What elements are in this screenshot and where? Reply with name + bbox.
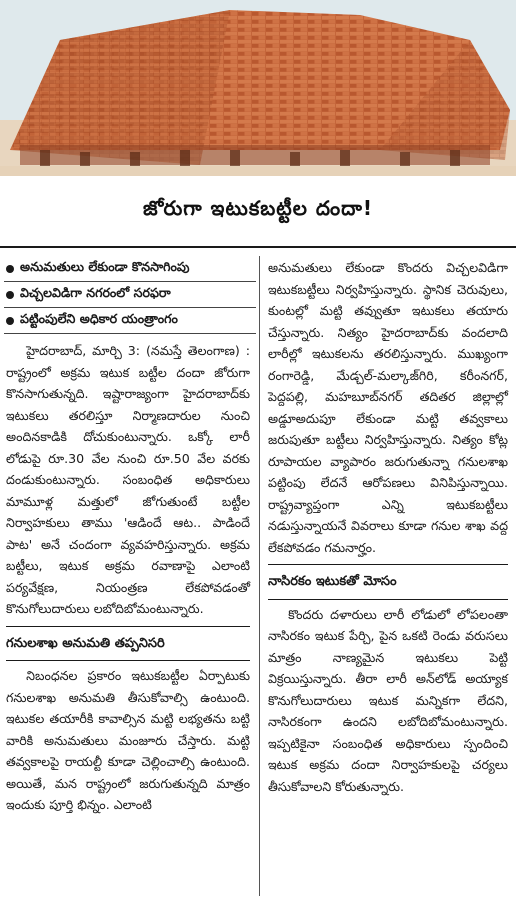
- bullet-dot-icon: [6, 265, 14, 273]
- bullet-dot-icon: [6, 317, 14, 325]
- body-paragraph: నిబంధనల ప్రకారం ఇటుకబట్టీల ఏర్పాటుకు గనులశాఖ అనుమతి తీసుకోవాల్సి ఉంటుంది. ఇటుకల తయారీకి కావాల్సిన మట్టి లభ్యతను బట్టి వారికి అనుమతులు మంజూరు చేస్తారు. మట్టి తవ్వకాలపై రాయల్టీ కూడా చెల్లించాల్సి ఉంటుంది. అయితే, మన రాష్ట్రంలో జరుగుతున్నది మాత్రం ఇందుకు పూర్తి భిన్నం. ఎలాంటి: [6, 668, 250, 812]
- left-column: [6, 340, 250, 816]
- bullet-text: విచ్చలవిడిగా నగరంలో సరఫరా: [20, 285, 171, 300]
- intro-paragraph: హైదరాబాద్, మార్చి 3: (నమస్తే తెలంగాణ) : రాష్ట్రంలో అక్రమ ఇటుక బట్టీల దందా జోరుగా కొనసాగుతున్నది. ఇష్టారాజ్యంగా హైదరాబాద్‌కు ఇటుకలు తరలిస్తూ నిర్మాణదారుల నుంచి అందినకాడికి దోచుకుంటున్నారు. ఒక్కో లారీ లోడుపై రూ.30 వేల నుంచి రూ.50 వేల వరకు దండుకుంటున్నారు. సంబంధిత అధికారులు మామూళ్ల మత్తులో జోగుతుంటే బట్టీల నిర్వాహకులు తాము 'ఆడిందే ఆట.. పాడిందే పాట' అనే చందంగా వ్యవహరిస్తున్నారు. అక్రమ బట్టీలు, ఇటుక అక్రమ రవాణాపై ఎలాంటి పర్యవేక్షణ, నియంత్రణ లేకపోవడంతో కొనుగోలుదారులు లబోదిబోమంటున్నారు.: [6, 343, 250, 616]
- column-divider: [259, 256, 260, 896]
- headline: జోరుగా ఇటుకబట్టీల దందా!: [142, 196, 374, 220]
- brick-kiln-photo: [0, 0, 516, 176]
- subheading: గనులశాఖ అనుమతి తప్పనిసరి: [6, 626, 250, 662]
- bullet-text: అనుమతులు లేకుండా కొనసాగింపు: [20, 259, 190, 274]
- body-paragraph: అనుమతులు లేకుండా కొందరు విచ్చలవిడిగా ఇటుకబట్టీలు నిర్వహిస్తున్నారు. స్థానిక చెరువులు, కుంటల్లో మట్టి తవ్వుతూ ఇటుకలు తయారు చేస్తున్నారు. నిత్యం హైదరాబాద్‌కు వందలాది లారీల్లో ఇటుకలను తరలిస్తున్నారు. ముఖ్యంగా రంగారెడ్డి, మేడ్చల్-మల్కాజ్‌గిరి, కరీంనగర్, పెద్దపల్లి, మహబూబ్‌నగర్ తదితర జిల్లాల్లో అడ్డూఅదుపూ లేకుండా మట్టి తవ్వకాలు జరుపుతూ బట్టీలు నిర్వహిస్తున్నారు. నిత్యం కోట్ల రూపాయల వ్యాపారం జరుగుతున్నా గనులశాఖ పట్టింపు లేదనే ఆరోపణలు వినిపిస్తున్నాయి. రాష్ట్రవ్యాప్తంగా ఎన్ని ఇటుకబట్టీలు నడుస్తున్నాయనే వివరాలు కూడా గనుల శాఖ వద్ద లేకపోవడం గమనార్హం.: [268, 260, 508, 555]
- subheading: నాసిరకం ఇటుకతో మోసం: [268, 564, 508, 600]
- highlight-bullets: [4, 256, 256, 334]
- right-column: [268, 257, 508, 797]
- bullet-item: [4, 308, 256, 334]
- bullet-item: [4, 282, 256, 308]
- bullet-item: [4, 256, 256, 282]
- bullet-dot-icon: [6, 291, 14, 299]
- body-paragraph: కొందరు దళారులు లారీ లోడులో లోపలంతా నాసిరకం ఇటుక పేర్చి, పైన ఒకటి రెండు వరుసలు మాత్రం నాణ్యమైన ఇటుకలు పెట్టి విక్రయిస్తున్నారు. తీరా లారీ అన్‌లోడ్ అయ్యాక కొనుగోలుదారులు ఇటుక మన్నికగా లేదని, నాసిరకంగా ఉందని లబోదిబోమంటున్నారు. ఇప్పటికైనా సంబంధిత అధికారులు స్పందించి ఇటుక అక్రమ దందా నిర్వాహకులపై చర్యలు తీసుకోవాలని కోరుతున్నారు.: [268, 606, 508, 794]
- bullet-text: పట్టింపులేని అధికార యంత్రాంగం: [20, 311, 178, 326]
- headline-bottom-rule: [0, 246, 516, 248]
